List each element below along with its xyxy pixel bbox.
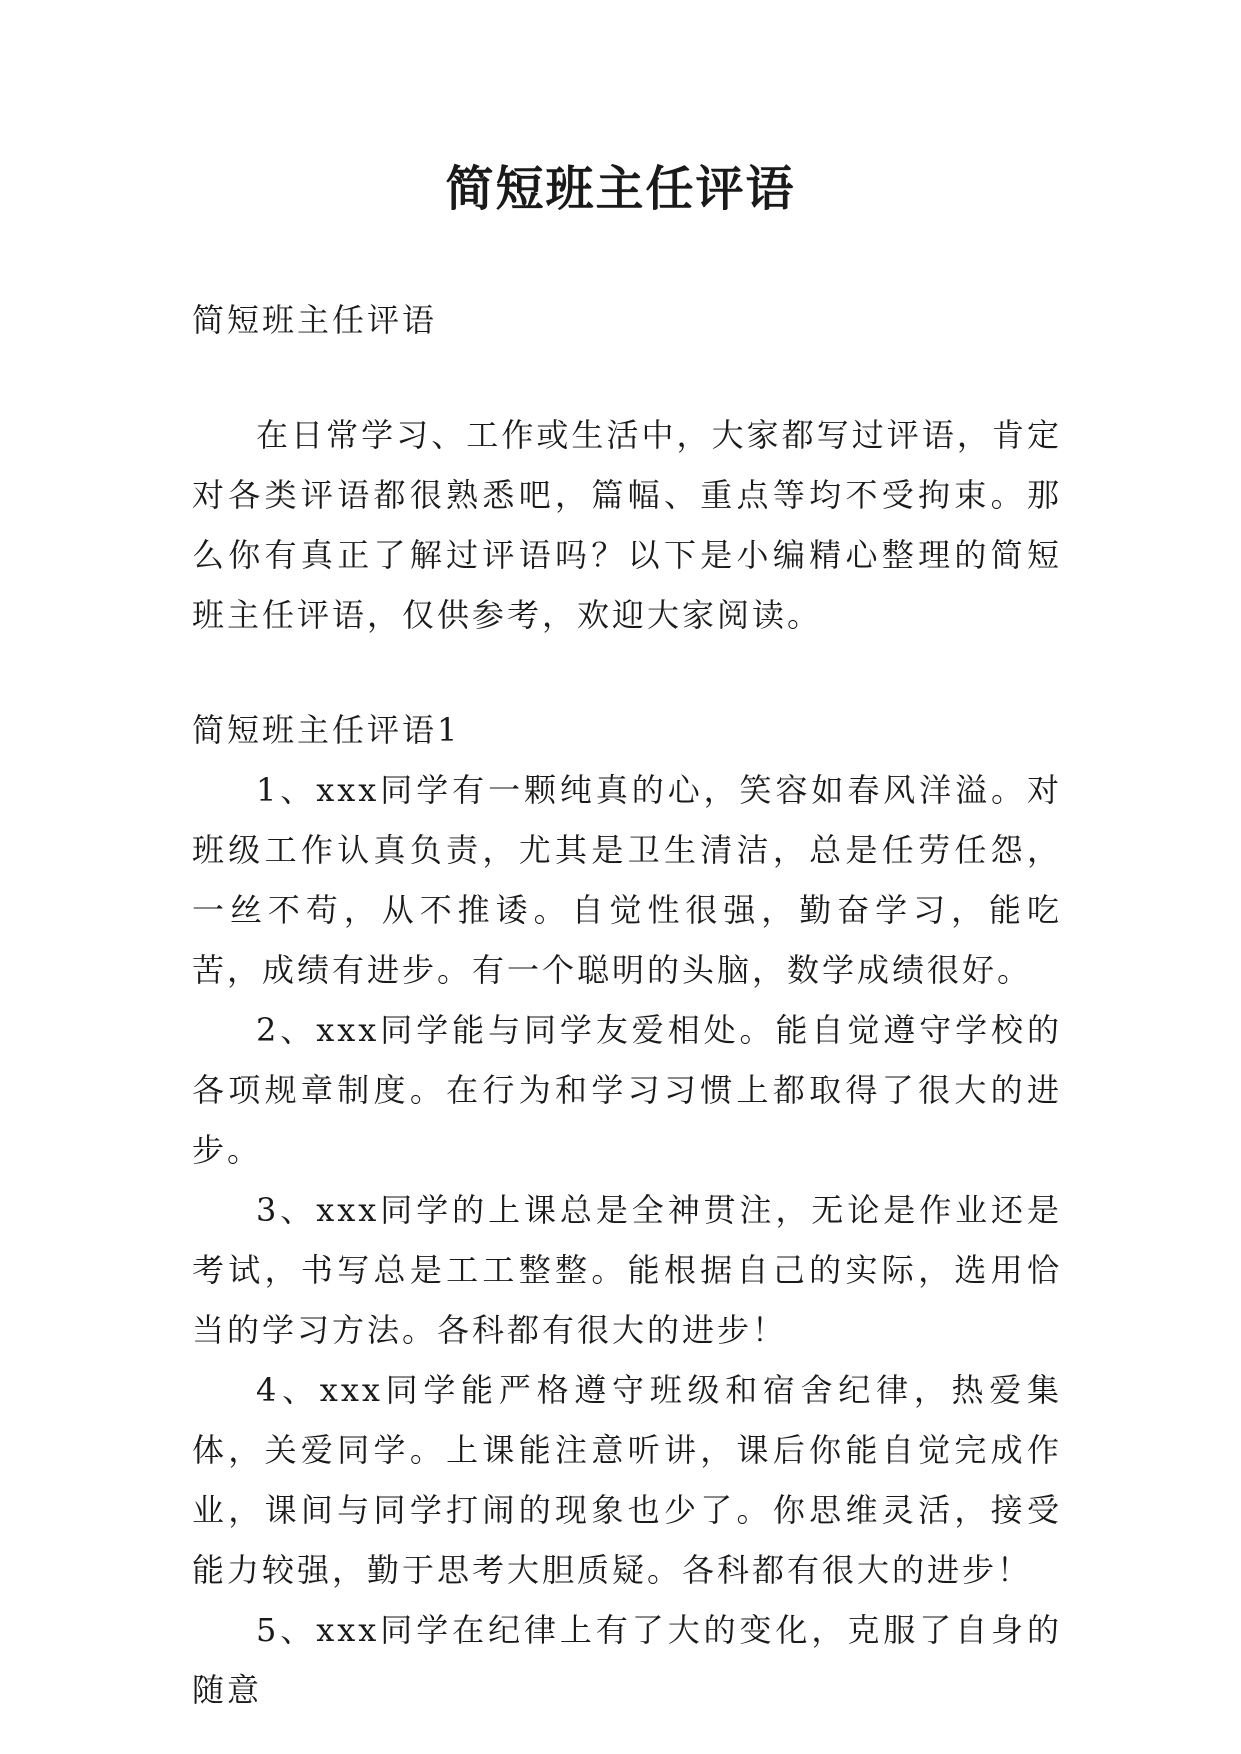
comment-paragraph-5: 5、xxx同学在纪律上有了大的变化，克服了自身的随意 [192, 1611, 1062, 1709]
document-title: 简短班主任评语 [445, 161, 796, 217]
comment-paragraph-4: 4、xxx同学能严格遵守班级和宿舍纪律，热爱集体，关爱同学。上课能注意听讲，课后你能自觉完成作业，课间与同学打闹的现象也少了。你思维灵活，接受能力较强，勤于思考大胆质疑。各科都有很大的进步！ [192, 1371, 1062, 1589]
document-body [192, 290, 1062, 1720]
comment-paragraph-3: 3、xxx同学的上课总是全神贯注，无论是作业还是考试，书写总是工工整整。能根据自己的实际，选用恰当的学习方法。各科都有很大的进步！ [192, 1191, 1062, 1349]
section-heading: 简短班主任评语1 [192, 711, 461, 749]
comment-paragraph-2: 2、xxx同学能与同学友爱相处。能自觉遵守学校的各项规章制度。在行为和学习习惯上都取得了很大的进步。 [192, 1011, 1062, 1169]
document-subtitle: 简短班主任评语 [192, 301, 438, 339]
comment-paragraph-1: 1、xxx同学有一颗纯真的心，笑容如春风洋溢。对班级工作认真负责，尤其是卫生清洁，总是任劳任怨，一丝不苟，从不推诿。自觉性很强，勤奋学习，能吃苦，成绩有进步。有一个聪明的头脑，数学成绩很好。 [192, 771, 1062, 989]
intro-paragraph: 在日常学习、工作或生活中，大家都写过评语，肯定对各类评语都很熟悉吧，篇幅、重点等均不受拘束。那么你有真正了解过评语吗？以下是小编精心整理的简短班主任评语，仅供参考，欢迎大家阅读。 [192, 416, 1062, 634]
